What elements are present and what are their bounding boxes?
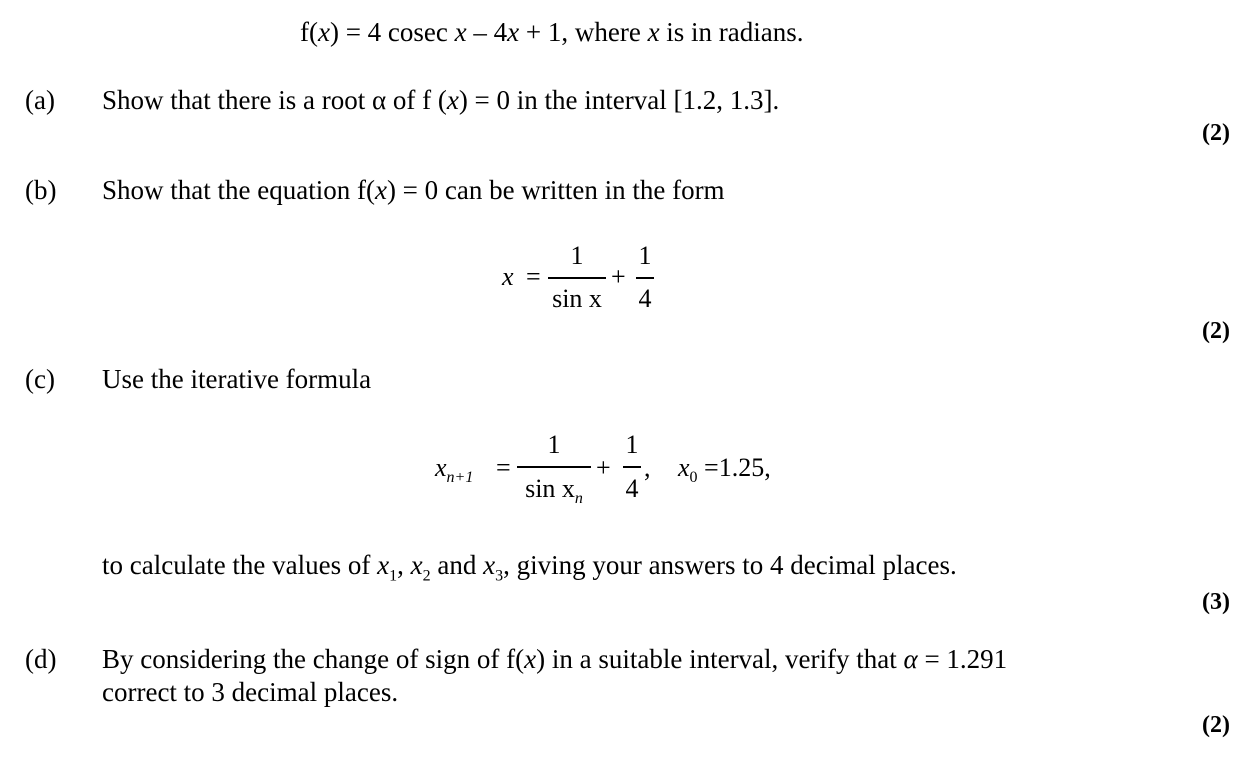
fraction-1-denominator [548, 284, 606, 314]
var-x: x [435, 453, 447, 482]
part-d-question [102, 643, 1007, 675]
initial-value-text: =1.25, [704, 453, 771, 482]
part-b-text: Show that the equation f( [102, 175, 375, 205]
var-x: x [524, 644, 537, 674]
fraction-2-denominator: 4 [638, 284, 652, 313]
part-d-text: ) in a suitable interval, verify that [536, 644, 904, 674]
part-c-marks: (3) [1202, 589, 1230, 615]
subscript: 2 [422, 567, 431, 585]
fraction-1-numerator: 1 [547, 430, 561, 459]
fraction-bar [636, 277, 654, 279]
fraction-2-denominator: 4 [625, 474, 639, 503]
var-x: x [410, 550, 423, 580]
header-text: + 1, where [519, 17, 648, 47]
var-x: x [483, 550, 496, 580]
function-definition [300, 16, 804, 48]
fraction-2-numerator: 1 [625, 430, 639, 459]
part-d-text: = 1.291 [917, 644, 1008, 674]
part-b-marks: (2) [1202, 318, 1230, 344]
part-a-label: (a) [25, 85, 55, 115]
var-x: x [647, 17, 660, 47]
part-a-text: ) = 0 in the interval [1.2, 1.3]. [458, 85, 780, 115]
part-d-question-line2: correct to 3 decimal places. [102, 677, 399, 707]
part-c-label: (c) [25, 364, 55, 394]
fraction-bar [517, 466, 591, 468]
fraction-1-numerator: 1 [570, 241, 584, 270]
fraction-bar [548, 277, 606, 279]
formula-plus: + [596, 453, 611, 482]
subscript: 0 [689, 469, 698, 487]
part-d-label: (d) [25, 644, 57, 674]
var-x: x [374, 175, 387, 205]
subscript: n+1 [446, 469, 474, 487]
part-c-text: , giving your answers to 4 decimal places. [503, 550, 957, 580]
part-b-question [102, 174, 725, 206]
part-b-label: (b) [25, 175, 57, 205]
part-d-text: By considering the change of sign of f( [102, 644, 525, 674]
fraction-1-denominator [517, 474, 591, 508]
part-c-text: , [397, 550, 411, 580]
formula-lhs: x [502, 262, 514, 291]
header-text: – 4 [466, 17, 508, 47]
part-c-text: to calculate the values of [102, 550, 378, 580]
formula-comma: , [644, 453, 651, 482]
formula-equals: = [526, 262, 541, 291]
fraction-2-numerator: 1 [638, 241, 652, 270]
part-a-question [102, 84, 779, 116]
subscript: n [574, 490, 583, 508]
part-a-marks: (2) [1202, 120, 1230, 146]
var-x: x [446, 85, 459, 115]
initial-value [678, 453, 771, 487]
iteration-lhs [435, 453, 473, 487]
header-text: is in radians. [659, 17, 804, 47]
var-x: x [317, 17, 330, 47]
var-x: x [507, 17, 520, 47]
subscript: 3 [495, 567, 504, 585]
denominator-text: sin x [525, 474, 575, 503]
var-alpha: α [903, 644, 918, 674]
header-text: f( [300, 17, 318, 47]
header-text: ) = 4 cosec [329, 17, 455, 47]
fraction-bar [623, 466, 641, 468]
formula-equals: = [496, 453, 511, 482]
var-x: x [454, 17, 467, 47]
var-x: x [678, 453, 690, 482]
var-x: x [377, 550, 390, 580]
subscript: 1 [389, 567, 398, 585]
part-c-instruction [102, 549, 957, 592]
part-d-marks: (2) [1202, 712, 1230, 738]
part-a-text: Show that there is a root α of f ( [102, 85, 447, 115]
formula-plus: + [611, 262, 626, 291]
part-c-text: and [430, 550, 484, 580]
part-b-text: ) = 0 can be written in the form [386, 175, 725, 205]
part-c-intro: Use the iterative formula [102, 364, 372, 394]
denominator-text: sin x [552, 284, 602, 313]
